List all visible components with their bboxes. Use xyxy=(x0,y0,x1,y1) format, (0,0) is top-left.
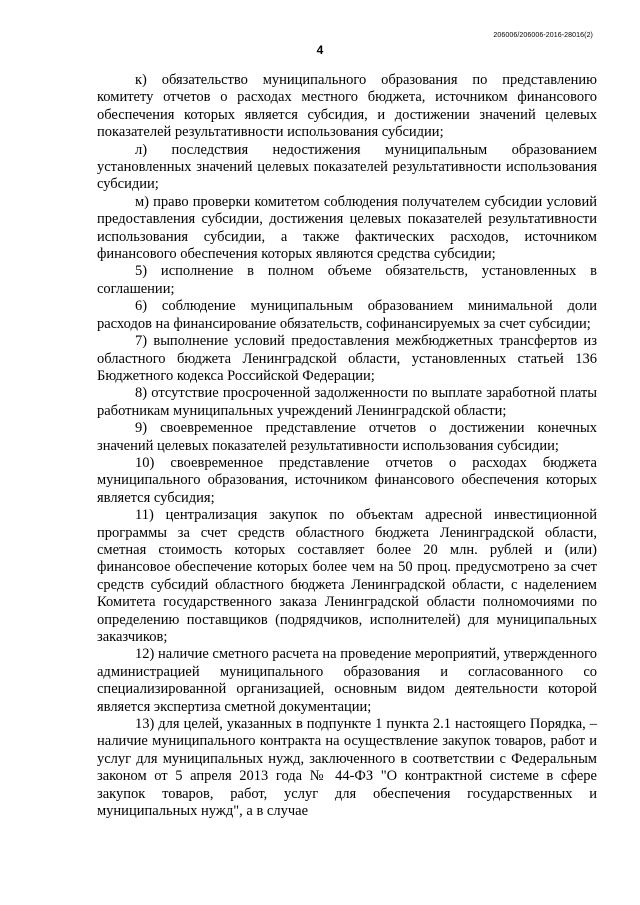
paragraph-m: м) право проверки комитетом соблюдения получателем субсидии условий предоставления субсидии, достижения целевых показателей результативности использования субсидии, а также фактических расходов, источником финансового обеспечения которых являются средства субсидии; xyxy=(97,193,597,263)
paragraph-l: л) последствия недостижения муниципальным образованием установленных значений целевых показателей результативности использования субсидии; xyxy=(97,141,597,193)
paragraph-9: 9) своевременное представление отчетов о достижении конечных значений целевых показателей результативности использования субсидии; xyxy=(97,420,597,454)
paragraph-10: 10) своевременное представление отчетов о расходах бюджета муниципального образования, источником финансового обеспечения которых является субсидия; xyxy=(97,454,597,506)
paragraph-11: 11) централизация закупок по объектам адресной инвестиционной программы за счет средств областного бюджета Ленинградской области, сметная стоимость которых составляет более 20 млн. рублей и (или) финансовое обеспечение которых более чем на 50 проц. предусмотрено за счет средств субсидий областного бюджета Ленинградской области, с наделением Комитета государственного заказа Ленинградской области полномочиями по определению поставщиков (подрядчиков, исполнителей) для муниципальных заказчиков; xyxy=(97,507,597,645)
paragraph-5: 5) исполнение в полном объеме обязательств, установленных в соглашении; xyxy=(97,263,597,297)
paragraph-12: 12) наличие сметного расчета на проведение мероприятий, утвержденного администрацией муниципального образования и согласованного со специализированной организацией, основным видом деятельности которой является экспертиза сметной документации; xyxy=(97,646,597,715)
paragraph-6: 6) соблюдение муниципальным образованием минимальной доли расходов на финансирование обязательств, софинансируемых за счет субсидии; xyxy=(97,298,597,332)
paragraph-8: 8) отсутствие просроченной задолженности по выплате заработной платы работникам муниципальных учреждений Ленинградской области; xyxy=(97,385,597,419)
paragraph-k: к) обязательство муниципального образования по представлению комитету отчетов о расходах местного бюджета, источником финансового обеспечения которых является субсидия, и достижении значений целевых показателей результативности использования субсидии; xyxy=(97,72,597,141)
paragraph-13: 13) для целей, указанных в подпункте 1 пункта 2.1 настоящего Порядка, – наличие муниципального контракта на осуществление закупок товаров, работ и услуг для муниципальных нужд, заключенного в соответствии с Федеральным законом от 5 апреля 2013 года № 44-ФЗ "О контрактной системе в сфере закупок товаров, работ, услуг для обеспечения государственных и муниципальных нужд", а в случае xyxy=(97,716,597,820)
body-text xyxy=(97,72,597,820)
document-id: 206006/206006-2016-28016(2) xyxy=(493,32,593,39)
paragraph-7: 7) выполнение условий предоставления межбюджетных трансфертов из областного бюджета Ленинградской области, установленных статьей 136 Бюджетного кодекса Российской Федерации; xyxy=(97,333,597,384)
page-number: 4 xyxy=(316,43,324,57)
